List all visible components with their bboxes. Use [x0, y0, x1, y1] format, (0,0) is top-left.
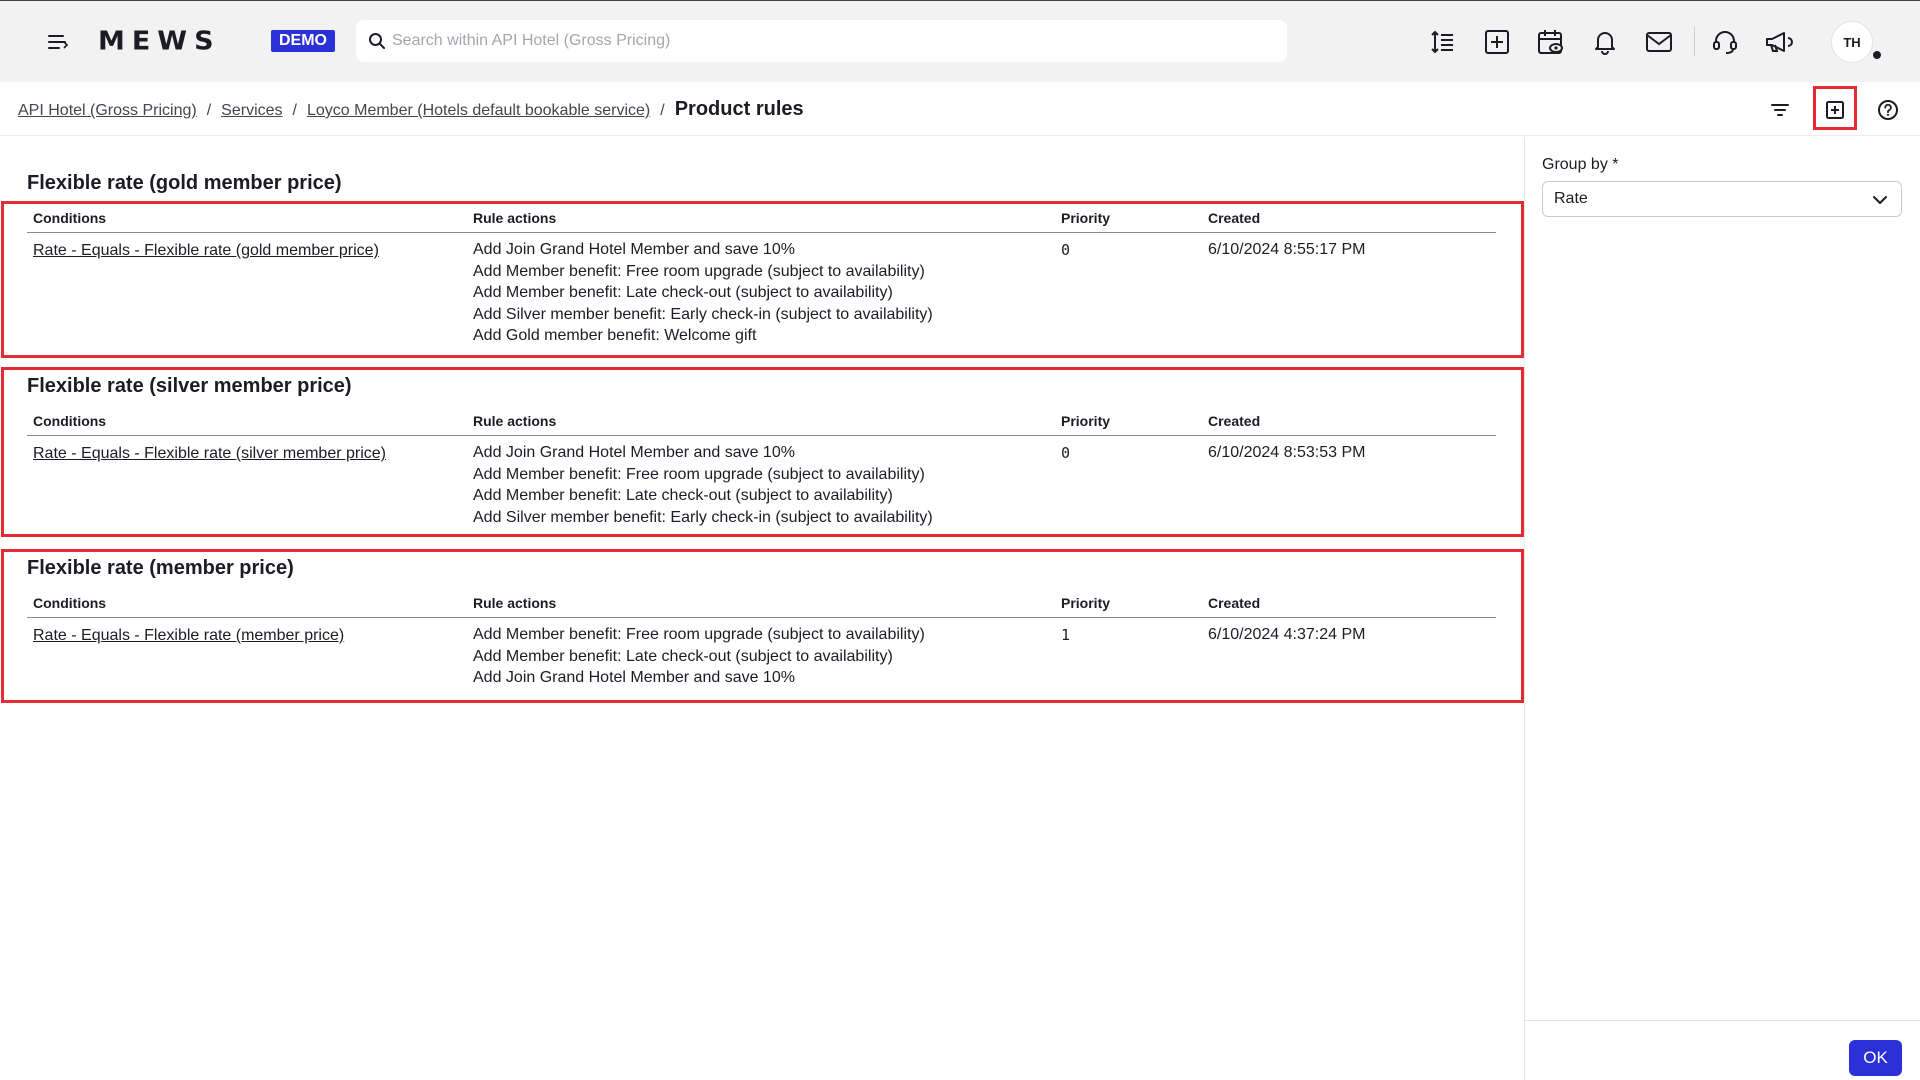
- condition-cell: [33, 443, 386, 465]
- megaphone-icon[interactable]: [1762, 25, 1796, 59]
- column-header-conditions: Conditions: [33, 413, 107, 429]
- rule-action: Add Join Grand Hotel Member and save 10%: [473, 669, 795, 686]
- priority-cell: 1: [1061, 626, 1071, 644]
- column-header-conditions: Conditions: [33, 595, 107, 611]
- rule-actions-cell: [473, 624, 925, 689]
- condition-link[interactable]: Rate - Equals - Flexible rate (member price): [33, 627, 345, 644]
- group-title: Flexible rate (silver member price): [27, 375, 352, 397]
- search-input[interactable]: [392, 20, 1272, 62]
- created-cell: 6/10/2024 8:53:53 PM: [1208, 444, 1366, 461]
- rule-action: Add Gold member benefit: Welcome gift: [473, 327, 757, 344]
- menu-icon[interactable]: [44, 28, 72, 56]
- group-title: Flexible rate (gold member price): [27, 172, 342, 194]
- add-box-icon[interactable]: [1480, 25, 1514, 59]
- filter-icon[interactable]: [1763, 93, 1797, 127]
- header-divider: [27, 435, 1496, 436]
- search-icon: [368, 32, 386, 55]
- demo-badge: DEMO: [271, 30, 335, 52]
- search-bar[interactable]: [356, 20, 1287, 62]
- rule-action: Add Member benefit: Late check-out (subject to availability): [473, 647, 893, 665]
- mail-icon[interactable]: [1642, 25, 1676, 59]
- group-by-select[interactable]: [1542, 181, 1902, 217]
- rule-action: Add Join Grand Hotel Member and save 10%: [473, 241, 795, 258]
- condition-cell: [33, 240, 379, 262]
- condition-link[interactable]: Rate - Equals - Flexible rate (silver member price): [33, 445, 386, 462]
- column-header-rule-actions: Rule actions: [473, 413, 557, 429]
- group-by-value: Rate: [1554, 190, 1588, 207]
- created-cell: 6/10/2024 4:37:24 PM: [1208, 626, 1366, 643]
- created-cell: 6/10/2024 8:55:17 PM: [1208, 241, 1366, 258]
- user-avatar[interactable]: TH: [1831, 21, 1873, 63]
- group-by-label: Group by *: [1542, 156, 1619, 173]
- group-title: Flexible rate (member price): [27, 557, 294, 579]
- breadcrumb-bar: [0, 82, 1920, 136]
- line-spacing-icon[interactable]: [1425, 25, 1459, 59]
- column-header-rule-actions: Rule actions: [473, 595, 557, 611]
- top-bar: [0, 0, 1920, 82]
- product-rules-list: [0, 137, 1524, 1080]
- breadcrumb-link-services[interactable]: Services: [221, 102, 283, 119]
- toolbar-separator: [1694, 26, 1695, 56]
- condition-link[interactable]: Rate - Equals - Flexible rate (gold member price): [33, 242, 379, 259]
- column-header-priority: Priority: [1061, 210, 1111, 226]
- breadcrumb-separator: /: [206, 102, 212, 119]
- rule-action: Add Silver member benefit: Early check-in (subject to availability): [473, 305, 933, 323]
- column-header-priority: Priority: [1061, 595, 1111, 611]
- breadcrumb-link-hotel[interactable]: API Hotel (Gross Pricing): [18, 102, 197, 119]
- page-title: Product rules: [674, 98, 804, 120]
- bell-icon[interactable]: [1588, 25, 1622, 59]
- status-dot: [1871, 49, 1883, 61]
- rule-actions-cell: [473, 239, 933, 347]
- priority-cell: 0: [1061, 444, 1071, 462]
- rule-actions-cell: [473, 442, 933, 528]
- priority-cell: 0: [1061, 241, 1071, 259]
- add-button-highlight: [1813, 86, 1857, 130]
- column-header-created: Created: [1208, 413, 1261, 429]
- rule-action: Add Member benefit: Free room upgrade (subject to availability): [473, 626, 925, 643]
- panel-divider: [1524, 137, 1525, 1080]
- breadcrumb-separator: /: [292, 102, 297, 119]
- help-icon[interactable]: [1871, 93, 1905, 127]
- column-header-conditions: Conditions: [33, 210, 107, 226]
- support-headset-icon[interactable]: [1708, 25, 1742, 59]
- condition-cell: [33, 625, 344, 647]
- column-header-priority: Priority: [1061, 413, 1111, 429]
- breadcrumb-link-service[interactable]: Loyco Member (Hotels default bookable service): [306, 102, 651, 119]
- header-divider: [27, 617, 1496, 618]
- column-header-created: Created: [1208, 595, 1261, 611]
- rule-action: Add Member benefit: Late check-out (subject to availability): [473, 284, 893, 301]
- ok-button[interactable]: OK: [1849, 1040, 1902, 1076]
- panel-footer-divider: [1525, 1020, 1920, 1021]
- chevron-down-icon: [1871, 191, 1889, 214]
- column-header-created: Created: [1208, 210, 1261, 226]
- breadcrumb: [18, 98, 804, 121]
- mews-logo[interactable]: MEWS: [98, 26, 221, 57]
- breadcrumb-separator: /: [660, 102, 665, 119]
- rule-action: Add Silver member benefit: Early check-in (subject to availability): [473, 508, 933, 526]
- rule-action: Add Member benefit: Free room upgrade (subject to availability): [473, 465, 925, 483]
- rule-action: Add Member benefit: Late check-out (subject to availability): [473, 487, 893, 504]
- header-divider: [27, 232, 1496, 233]
- column-header-rule-actions: Rule actions: [473, 210, 557, 226]
- calendar-eye-icon[interactable]: [1534, 25, 1568, 59]
- rule-action: Add Member benefit: Free room upgrade (subject to availability): [473, 262, 925, 280]
- rule-action: Add Join Grand Hotel Member and save 10%: [473, 444, 795, 461]
